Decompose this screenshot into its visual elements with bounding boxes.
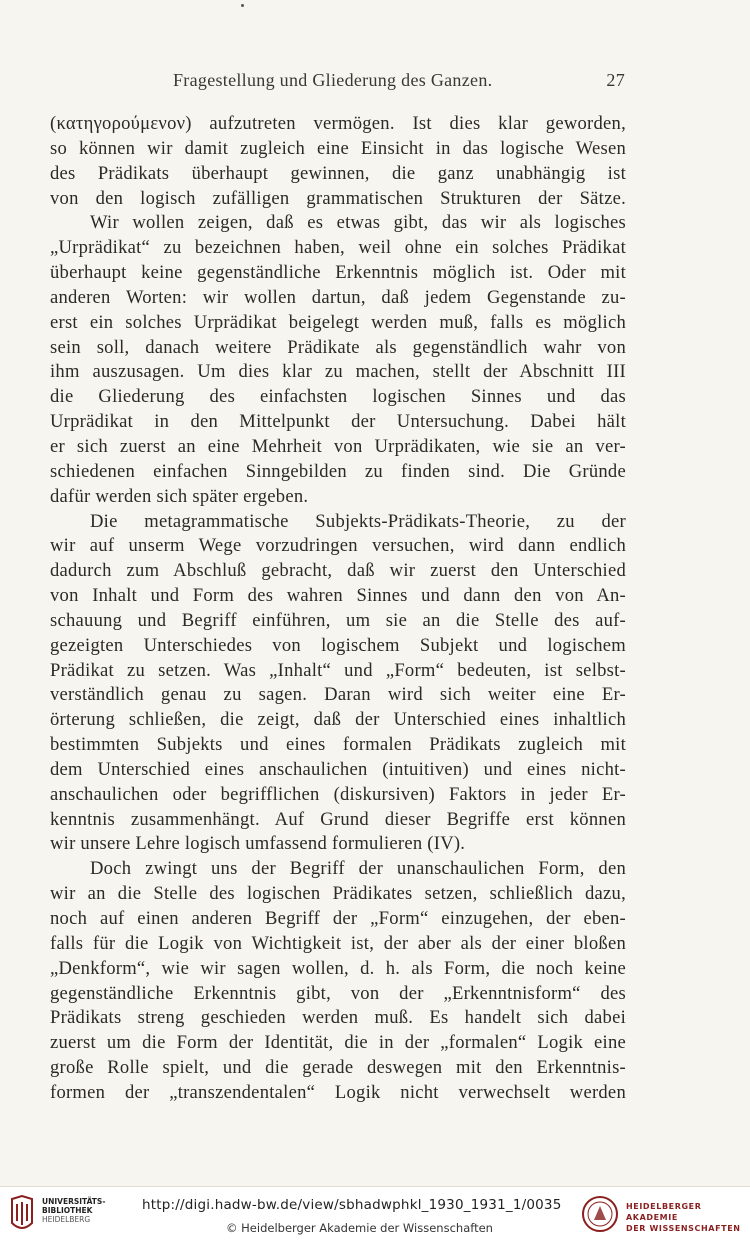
text-line: bestimmten Subjekts und eines formalen Prädikats zugleich mit xyxy=(50,734,626,756)
running-head xyxy=(50,70,625,94)
text-line: Urprädikat in den Mittelpunkt der Untersuchung. Dabei hält xyxy=(50,411,626,433)
text-line: örterung schließen, die zeigt, daß der Unterschied eines inhaltlich xyxy=(50,709,626,731)
text-line: von Inhalt und Form des wahren Sinnes und dann den von An- xyxy=(50,585,626,607)
text-line: die Gliederung des einfachsten logischen Sinnes und das xyxy=(50,386,626,408)
text-line: „Denkform“, wie wir sagen wollen, d. h. als Form, die noch keine xyxy=(50,957,626,979)
text-line: des Prädikats überhaupt gewinnen, die ganz unabhängig ist xyxy=(50,162,626,184)
text-line: kenntnis zusammenhängt. Auf Grund dieser Begriffe erst können xyxy=(50,808,626,830)
library-name-line: BIBLIOTHEK xyxy=(42,1206,93,1215)
running-title: Fragestellung und Gliederung des Ganzen. xyxy=(173,70,493,90)
text-line: ihm auszusagen. Um dies klar zu machen, stellt der Abschnitt III xyxy=(50,361,626,383)
university-library-logo-icon xyxy=(8,1195,36,1235)
text-line: formen der „transzendentalen“ Logik nicht verwechselt werden xyxy=(50,1081,626,1103)
text-line: wir an die Stelle des logischen Prädikates setzen, schließlich dazu, xyxy=(50,883,626,905)
text-line: anderen Worten: wir wollen dartun, daß jedem Gegenstande zu- xyxy=(50,286,626,308)
text-line: große Rolle spielt, und die gerade deswegen mit den Erkenntnis- xyxy=(50,1057,626,1079)
text-line: Doch zwingt uns der Begriff der unanschaulichen Form, den xyxy=(90,858,626,880)
copyright-notice: © Heidelberger Akademie der Wissenschaften xyxy=(226,1221,493,1235)
text-line: noch auf einen anderen Begriff der „Form“ einzugehen, der eben- xyxy=(50,908,626,929)
text-line: dem Unterschied eines anschaulichen (intuitiven) und eines nicht- xyxy=(50,758,626,780)
text-line: dafür werden sich später ergeben. xyxy=(50,485,309,507)
text-line: von den logisch zufälligen grammatischen Strukturen der Sätze. xyxy=(50,187,626,209)
speck-mark xyxy=(241,4,244,7)
text-line: er sich zuerst an eine Mehrheit von Urprädikaten, wie sie an ver- xyxy=(50,435,626,457)
page-number: 27 xyxy=(606,70,625,90)
text-line: dadurch zum Abschluß gebracht, daß wir zuerst den Unterschied xyxy=(50,560,626,582)
text-line: wir unsere Lehre logisch umfassend formulieren (IV). xyxy=(50,833,466,855)
text-line: überhaupt keine gegenständliche Erkenntnis möglich ist. Oder mit xyxy=(50,262,626,284)
text-line: verständlich genau zu sagen. Daran wird sich weiter eine Er- xyxy=(50,684,626,706)
text-line: erst ein solches Urprädikat beigelegt werden muß, falls es möglich xyxy=(50,311,626,333)
university-library-name xyxy=(42,1197,105,1224)
permalink-url[interactable]: http://digi.hadw-bw.de/view/sbhadwphkl_1930_1931_1/0035 xyxy=(142,1197,562,1213)
text-line: schauung und Begriff einführen, um sie an die Stelle des auf- xyxy=(50,609,626,631)
text-line: (κατηγορούμενον) aufzutreten vermögen. Ist dies klar geworden, xyxy=(50,113,626,134)
text-line: Wir wollen zeigen, daß es etwas gibt, das wir als logisches xyxy=(90,212,626,234)
library-name-line: UNIVERSITÄTS- xyxy=(42,1197,106,1206)
body-text xyxy=(50,112,626,1106)
text-line: Die metagrammatische Subjekts-Prädikats-Theorie, zu der xyxy=(90,510,626,532)
academy-name-line: DER WISSENSCHAFTEN xyxy=(626,1224,741,1233)
academy-name-line: HEIDELBERGER AKADEMIE xyxy=(626,1202,702,1222)
text-line: so können wir damit zugleich eine Einsicht in das logische Wesen xyxy=(50,137,626,159)
text-line: gegenständliche Erkenntnis gibt, von der „Erkenntnisform“ des xyxy=(50,982,626,1004)
text-line: wir auf unserm Wege vorzudringen versuchen, wird dann endlich xyxy=(50,535,626,557)
academy-name xyxy=(626,1201,750,1234)
text-line: gezeigten Unterschiedes von logischem Subjekt und logischem xyxy=(50,634,626,656)
digitization-footer xyxy=(0,1186,750,1243)
text-line: anschaulichen oder begrifflichen (diskursiven) Faktors in jeder Er- xyxy=(50,783,626,805)
library-name-line: HEIDELBERG xyxy=(42,1215,91,1224)
text-line: „Urprädikat“ zu bezeichnen haben, weil ohne ein solches Prädikat xyxy=(50,237,626,259)
text-line: schiedenen einfachen Sinngebilden zu finden sind. Die Gründe xyxy=(50,460,626,482)
text-line: falls für die Logik von Wichtigkeit ist, der aber als der einer bloßen xyxy=(50,932,626,954)
text-line: Prädikat zu setzen. Was „Inhalt“ und „Form“ bedeuten, ist selbst- xyxy=(50,659,626,681)
text-line: Prädikats streng geschieden werden muß. Es handelt sich dabei xyxy=(50,1007,626,1029)
text-line: sein soll, danach weitere Prädikate als gegenständlich wahr von xyxy=(50,336,626,358)
academy-seal-icon xyxy=(581,1195,619,1233)
text-line: zuerst um die Form der Identität, die in der „formalen“ Logik eine xyxy=(50,1032,626,1054)
